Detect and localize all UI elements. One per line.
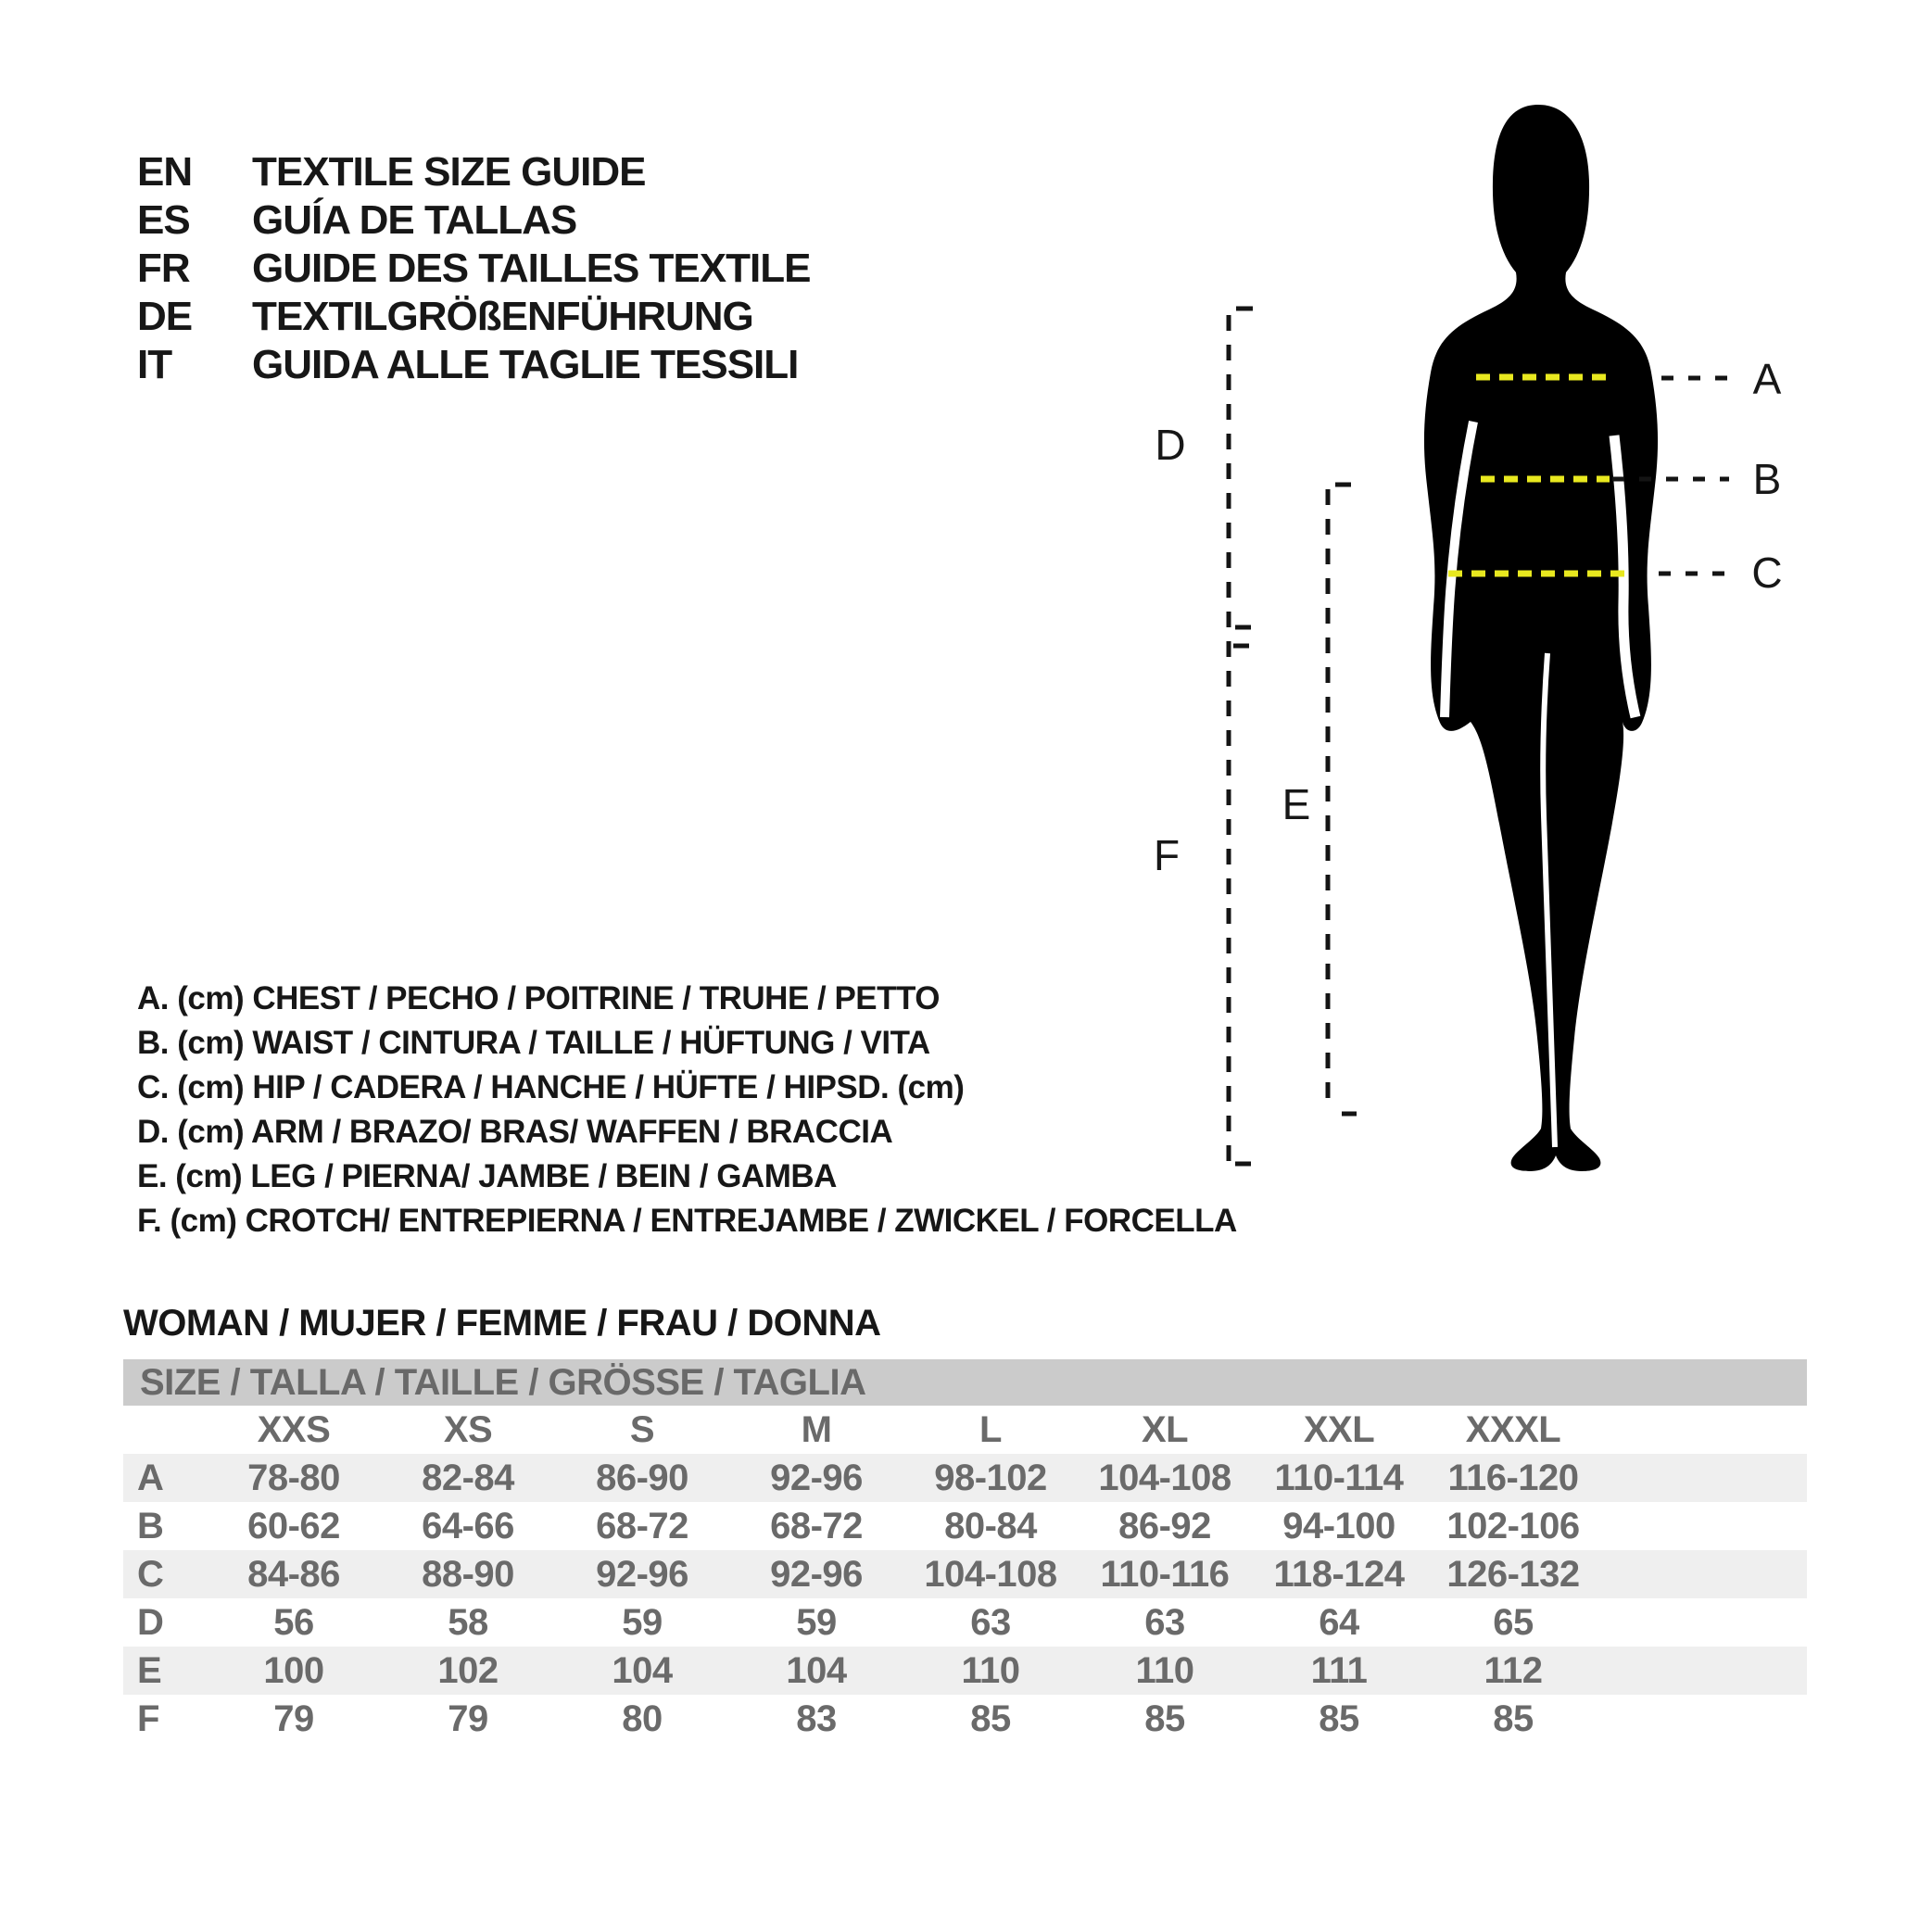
cell: 80 [622, 1698, 663, 1739]
row-letter: A [137, 1457, 164, 1498]
legend-item-crotch: F. (cm) CROTCH/ ENTREPIERNA / ENTREJAMBE / ZWICKEL / FORCELLA [137, 1203, 1237, 1239]
cell: 104 [612, 1649, 673, 1691]
cell: 88-90 [422, 1553, 514, 1595]
table-row-B [123, 1502, 1807, 1550]
cell: 102-106 [1446, 1505, 1580, 1546]
label-waist-B: B [1752, 455, 1782, 503]
cell: 104-108 [924, 1553, 1057, 1595]
cell: 104 [786, 1649, 847, 1691]
legend-item-leg: E. (cm) LEG / PIERNA/ JAMBE / BEIN / GAMBA [137, 1158, 837, 1194]
label-chest-A: A [1752, 355, 1782, 403]
cell: 94-100 [1282, 1505, 1395, 1546]
cell: 126-132 [1446, 1553, 1580, 1595]
label-leg-E: E [1282, 780, 1311, 828]
row-letter: F [137, 1698, 159, 1739]
cell: 60-62 [247, 1505, 340, 1546]
cell: 85 [1144, 1698, 1185, 1739]
cell: 85 [970, 1698, 1011, 1739]
cell: 92-96 [770, 1457, 863, 1498]
legend-item-hip: C. (cm) HIP / CADERA / HANCHE / HÜFTE / HIPSD. (cm) [137, 1069, 965, 1105]
row-letter: C [137, 1553, 164, 1595]
cell: 110 [1135, 1649, 1194, 1691]
page-title: GUIDA ALLE TAGLIE TESSILI [252, 342, 799, 387]
cell: 59 [796, 1601, 837, 1643]
cell: 78-80 [247, 1457, 340, 1498]
cell: 65 [1493, 1601, 1534, 1643]
size-col-header: XXXL [1465, 1408, 1561, 1450]
cell: 56 [273, 1601, 314, 1643]
cell: 92-96 [770, 1553, 863, 1595]
table-row-A [123, 1454, 1807, 1502]
cell: 92-96 [596, 1553, 688, 1595]
measurement-legend [137, 977, 1237, 1243]
lang-code: DE [137, 294, 193, 339]
cell: 84-86 [247, 1553, 340, 1595]
cell: 110 [961, 1649, 1020, 1691]
label-hip-C: C [1751, 549, 1783, 597]
size-table-header-band: SIZE / TALLA / TAILLE / GRÖSSE / TAGLIA [123, 1359, 1807, 1406]
size-col-header: XL [1141, 1408, 1189, 1450]
row-letter: B [137, 1505, 164, 1546]
size-col-header: XS [443, 1408, 493, 1450]
page-title: TEXTILGRÖßENFÜHRUNG [252, 294, 753, 339]
cell: 116-120 [1447, 1457, 1579, 1498]
cell: 112 [1484, 1649, 1543, 1691]
lang-code: IT [137, 342, 172, 387]
cell: 111 [1310, 1649, 1368, 1691]
size-table [123, 1359, 1807, 1743]
cell: 86-90 [596, 1457, 688, 1498]
cell: 63 [1144, 1601, 1185, 1643]
cell: 79 [273, 1698, 314, 1739]
size-header-row [123, 1406, 1807, 1454]
table-row-D [123, 1598, 1807, 1647]
cell: 102 [437, 1649, 499, 1691]
cell: 64-66 [422, 1505, 514, 1546]
cell: 64 [1319, 1601, 1359, 1643]
cell: 85 [1493, 1698, 1534, 1739]
cell: 85 [1319, 1698, 1359, 1739]
table-row-C [123, 1550, 1807, 1598]
cell: 86-92 [1118, 1505, 1211, 1546]
cell: 58 [448, 1601, 488, 1643]
lang-code: FR [137, 246, 190, 291]
legend-item-chest: A. (cm) CHEST / PECHO / POITRINE / TRUHE / PETTO [137, 980, 941, 1016]
page-title: GUÍA DE TALLAS [252, 197, 577, 243]
cell: 82-84 [422, 1457, 514, 1498]
cell: 110-116 [1100, 1553, 1230, 1595]
cell: 68-72 [596, 1505, 688, 1546]
size-col-header: M [801, 1408, 832, 1450]
table-row-E [123, 1647, 1807, 1695]
lang-code: ES [137, 197, 190, 243]
cell: 110-114 [1274, 1457, 1404, 1498]
cell: 59 [622, 1601, 663, 1643]
label-crotch-F: F [1153, 831, 1181, 879]
cell: 98-102 [934, 1457, 1047, 1498]
gender-heading: WOMAN / MUJER / FEMME / FRAU / DONNA [123, 1303, 881, 1344]
table-row-F [123, 1695, 1807, 1743]
legend-item-waist: B. (cm) WAIST / CINTURA / TAILLE / HÜFTUNG / VITA [137, 1025, 930, 1061]
cell: 80-84 [944, 1505, 1037, 1546]
cell: 104-108 [1098, 1457, 1231, 1498]
page-title: TEXTILE SIZE GUIDE [252, 149, 646, 195]
legend-item-arm: D. (cm) ARM / BRAZO/ BRAS/ WAFFEN / BRACCIA [137, 1114, 893, 1150]
cell: 83 [796, 1698, 837, 1739]
size-col-header: XXL [1303, 1408, 1375, 1450]
size-col-header: S [629, 1408, 655, 1450]
size-col-header: L [979, 1408, 1002, 1450]
cell: 118-124 [1273, 1553, 1405, 1595]
label-arm-D: D [1155, 421, 1186, 469]
row-letter: E [137, 1649, 162, 1691]
cell: 68-72 [770, 1505, 863, 1546]
lang-code: EN [137, 149, 193, 195]
row-letter: D [137, 1601, 164, 1643]
page-title: GUIDE DES TAILLES TEXTILE [252, 246, 811, 291]
cell: 100 [263, 1649, 324, 1691]
cell: 63 [970, 1601, 1011, 1643]
size-col-header: XXS [257, 1408, 331, 1450]
cell: 79 [448, 1698, 488, 1739]
